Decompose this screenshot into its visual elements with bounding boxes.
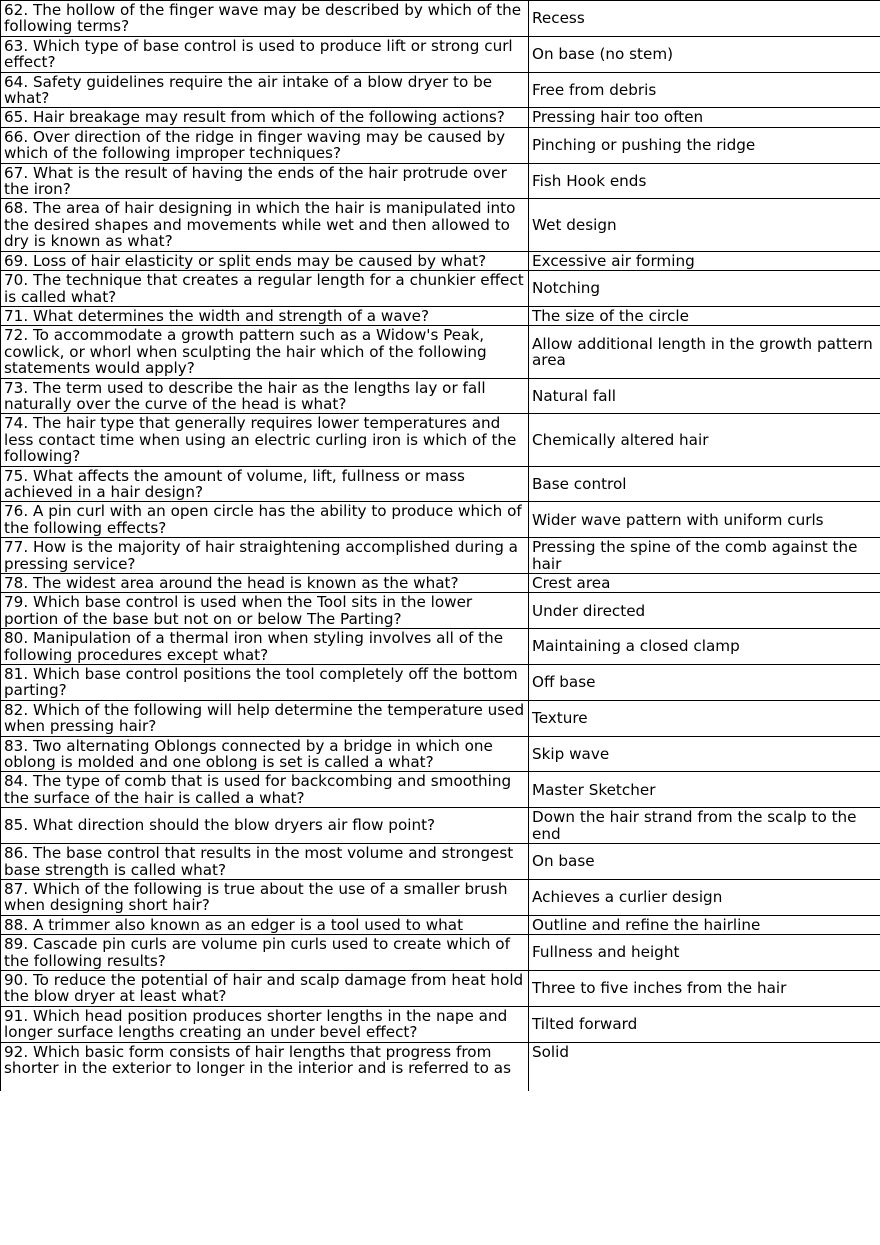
answer-cell: Recess: [529, 1, 880, 37]
question-cell: 71. What determines the width and strength of a wave?: [1, 306, 529, 325]
question-cell: 75. What affects the amount of volume, lift, fullness or mass achieved in a hair design?: [1, 466, 529, 502]
question-cell: 63. Which type of base control is used to produce lift or strong curl effect?: [1, 36, 529, 72]
answer-cell: Tilted forward: [529, 1006, 880, 1042]
answer-cell: Texture: [529, 700, 880, 736]
answer-cell: Achieves a curlier design: [529, 879, 880, 915]
table-row: [1, 466, 880, 502]
question-cell: 73. The term used to describe the hair as the lengths lay or fall naturally over the curve of the head is what?: [1, 378, 529, 414]
table-row: [1, 808, 880, 844]
question-cell: 68. The area of hair designing in which the hair is manipulated into the desired shapes and movements while wet and then allowed to dry is known as what?: [1, 199, 529, 251]
table-row: [1, 538, 880, 574]
table-row: [1, 1006, 880, 1042]
question-cell: 69. Loss of hair elasticity or split ends may be caused by what?: [1, 251, 529, 270]
table-row: [1, 665, 880, 701]
table-row: [1, 414, 880, 466]
answer-cell: Notching: [529, 271, 880, 307]
answer-cell: Base control: [529, 466, 880, 502]
question-cell: 72. To accommodate a growth pattern such as a Widow's Peak, cowlick, or whorl when sculpting the hair which of the following statements would apply?: [1, 326, 529, 378]
question-cell: 91. Which head position produces shorter lengths in the nape and longer surface lengths creating an under bevel effect?: [1, 1006, 529, 1042]
question-cell: 67. What is the result of having the ends of the hair protrude over the iron?: [1, 163, 529, 199]
question-cell: 89. Cascade pin curls are volume pin curls used to create which of the following results?: [1, 935, 529, 971]
answer-cell: Pressing hair too often: [529, 108, 880, 127]
question-cell: 86. The base control that results in the most volume and strongest base strength is called what?: [1, 844, 529, 880]
question-cell: 88. A trimmer also known as an edger is a tool used to what: [1, 915, 529, 934]
answer-cell: Solid: [529, 1042, 880, 1091]
answer-cell: Fullness and height: [529, 935, 880, 971]
qa-table-body: [1, 1, 880, 1091]
answer-cell: Master Sketcher: [529, 772, 880, 808]
question-cell: 84. The type of comb that is used for backcombing and smoothing the surface of the hair is called a what?: [1, 772, 529, 808]
table-row: [1, 1042, 880, 1091]
table-row: [1, 108, 880, 127]
table-row: [1, 574, 880, 593]
answer-cell: Natural fall: [529, 378, 880, 414]
question-cell: 65. Hair breakage may result from which of the following actions?: [1, 108, 529, 127]
question-cell: 77. How is the majority of hair straightening accomplished during a pressing service?: [1, 538, 529, 574]
answer-cell: On base: [529, 844, 880, 880]
question-cell: 87. Which of the following is true about the use of a smaller brush when designing short hair?: [1, 879, 529, 915]
question-cell: 74. The hair type that generally requires lower temperatures and less contact time when using an electric curling iron is which of the following?: [1, 414, 529, 466]
question-cell: 64. Safety guidelines require the air intake of a blow dryer to be what?: [1, 72, 529, 108]
table-row: [1, 271, 880, 307]
answer-cell: Skip wave: [529, 736, 880, 772]
answer-cell: Three to five inches from the hair: [529, 970, 880, 1006]
answer-cell: Under directed: [529, 593, 880, 629]
answer-cell: Wet design: [529, 199, 880, 251]
question-cell: 90. To reduce the potential of hair and scalp damage from heat hold the blow dryer at least what?: [1, 970, 529, 1006]
answer-cell: Wider wave pattern with uniform curls: [529, 502, 880, 538]
question-cell: 62. The hollow of the finger wave may be described by which of the following terms?: [1, 1, 529, 37]
question-cell: 82. Which of the following will help determine the temperature used when pressing hair?: [1, 700, 529, 736]
answer-cell: Outline and refine the hairline: [529, 915, 880, 934]
question-cell: 78. The widest area around the head is known as the what?: [1, 574, 529, 593]
table-row: [1, 915, 880, 934]
answer-cell: Allow additional length in the growth pattern area: [529, 326, 880, 378]
answer-cell: Free from debris: [529, 72, 880, 108]
table-row: [1, 326, 880, 378]
question-cell: 66. Over direction of the ridge in finger waving may be caused by which of the following improper techniques?: [1, 127, 529, 163]
table-row: [1, 935, 880, 971]
question-cell: 76. A pin curl with an open circle has the ability to produce which of the following effects?: [1, 502, 529, 538]
table-row: [1, 127, 880, 163]
table-row: [1, 736, 880, 772]
answer-cell: Maintaining a closed clamp: [529, 629, 880, 665]
answer-cell: On base (no stem): [529, 36, 880, 72]
table-row: [1, 36, 880, 72]
question-cell: 83. Two alternating Oblongs connected by a bridge in which one oblong is molded and one oblong is set is called a what?: [1, 736, 529, 772]
answer-cell: Down the hair strand from the scalp to the end: [529, 808, 880, 844]
answer-cell: Fish Hook ends: [529, 163, 880, 199]
answer-cell: Off base: [529, 665, 880, 701]
table-row: [1, 879, 880, 915]
question-cell: 81. Which base control positions the tool completely off the bottom parting?: [1, 665, 529, 701]
table-row: [1, 970, 880, 1006]
question-cell: 85. What direction should the blow dryers air flow point?: [1, 808, 529, 844]
table-row: [1, 199, 880, 251]
answer-cell: Crest area: [529, 574, 880, 593]
question-cell: 80. Manipulation of a thermal iron when styling involves all of the following procedures except what?: [1, 629, 529, 665]
table-row: [1, 502, 880, 538]
question-cell: 70. The technique that creates a regular length for a chunkier effect is called what?: [1, 271, 529, 307]
table-row: [1, 593, 880, 629]
table-row: [1, 378, 880, 414]
table-row: [1, 629, 880, 665]
question-cell: 92. Which basic form consists of hair lengths that progress from shorter in the exterior to longer in the interior and is referred to as: [1, 1042, 529, 1091]
table-row: [1, 844, 880, 880]
table-row: [1, 251, 880, 270]
table-row: [1, 700, 880, 736]
answer-cell: Pinching or pushing the ridge: [529, 127, 880, 163]
answer-cell: The size of the circle: [529, 306, 880, 325]
table-row: [1, 72, 880, 108]
table-row: [1, 163, 880, 199]
table-row: [1, 772, 880, 808]
table-row: [1, 1, 880, 37]
question-cell: 79. Which base control is used when the Tool sits in the lower portion of the base but not on or below The Parting?: [1, 593, 529, 629]
answer-cell: Excessive air forming: [529, 251, 880, 270]
answer-cell: Chemically altered hair: [529, 414, 880, 466]
answer-cell: Pressing the spine of the comb against the hair: [529, 538, 880, 574]
table-row: [1, 306, 880, 325]
